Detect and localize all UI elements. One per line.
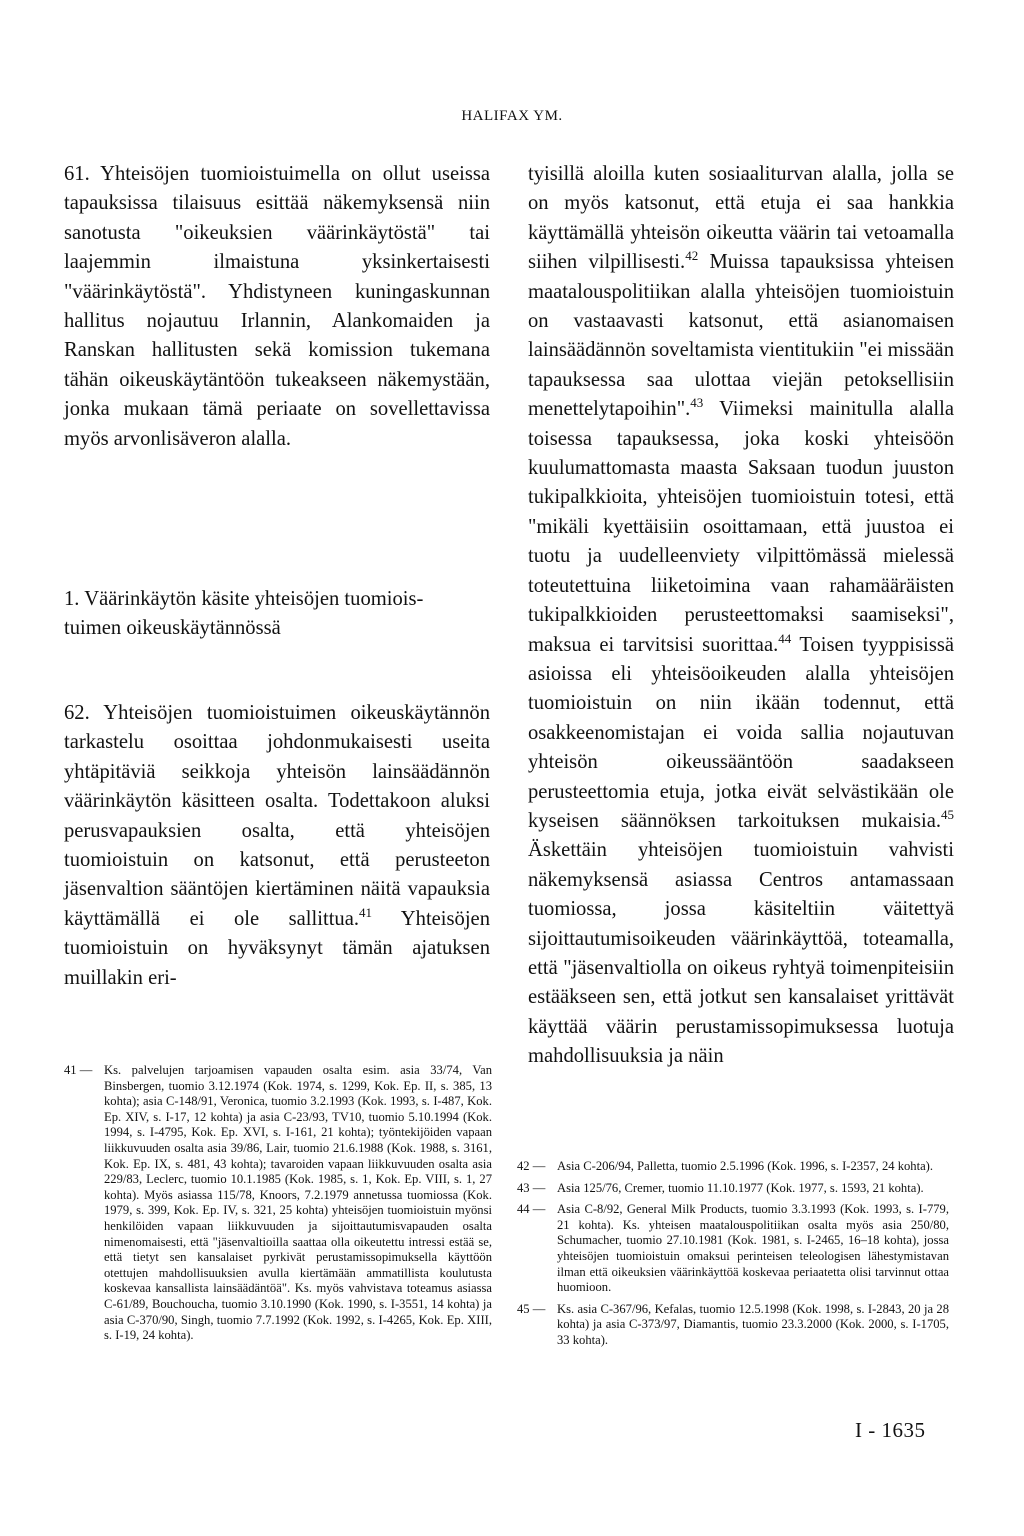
paragraph-62-text-after: Yhteisöjen tuomioistuin on hyväksynyt tämän ajatuksen muillakin eri-: [64, 907, 490, 989]
footnotes-left: [64, 1063, 492, 1350]
footnote-number: 44 —: [517, 1202, 546, 1217]
section-heading-line-2: tuimen oikeuskäytännössä: [64, 617, 281, 640]
right-column: [528, 160, 954, 1072]
paragraph-61: 61. Yhteisöjen tuomioistuimella on ollut useissa tapauksissa tilaisuus esittää näkemyksensä niin sanotusta "oikeuksien väärinkäytöstä" tai laajemmin ilmaistuna yksinkertaisesti "väärinkäytöstä". Yhdistyneen kuningaskunnan hallitus nojautuu Irlannin, Alankomaiden ja Ranskan hallitusten sekä komission tukemana tähän oikeuskäytäntöön tukeakseen näkemystään, jonka mukaan tämä periaate on sovellettavissa myös arvonlisäveron alalla.: [64, 163, 490, 450]
footnote-number: 42 —: [517, 1159, 546, 1173]
paragraph-62: [64, 699, 490, 993]
footnote-ref-41[interactable]: 41: [359, 904, 373, 920]
footnote-number: 41 —: [64, 1063, 93, 1077]
right-text-part-4: Toisen tyyppisissä asioissa eli yhteisöoikeuden alalla yhteisöjen tuomioistuin on niin ikään todennut, että osakkeenomistajan ei voida sallia nojautuvan yhteisön oikeussääntöön saadakseen perusteettomia etuja, jotka eivät selvästikään ole kyseisen säännöksen tarkoituksen mukaisia.: [528, 633, 954, 832]
footnote-41: [64, 1063, 492, 1344]
right-text-part-5: Äskettäin yhteisöjen tuomioistuin vahvisti näkemyksensä asiassa Centros antamassaan tuomiossa, jossa käsiteltiin väitettyä sijoittautumisoikeuden väärinkäyttöä, toteamalla, että "jäsenvaltiolla on oikeus ryhtyä toimenpiteisiin estääkseen sen, että jotkut sen kansalaiset yrittävät käyttää väärin perustamissopimuksessa luotuja mahdollisuuksia ja näin: [528, 839, 954, 1068]
right-text-part-3: Viimeksi mainitulla alalla toisessa tapauksessa, joka koski yhteisöön kuulumattomasta maasta Saksaan tuodun juuston tukipalkkioita, yhteisöjen tuomioistuin totesi, että "mikäli kyettäisiin osoittamaan, että juustoa ei tuotu ja uudelleenviety vilpittömässä mielessä toteutettuina liiketoimina vaan rahamääräisten tukipalkkioiden perusteettomaksi saamiseksi", maksua ei tarvitsisi suorittaa.: [528, 398, 954, 656]
footnotes-right: [517, 1159, 949, 1355]
footnote-45: [517, 1302, 949, 1349]
section-heading: [64, 585, 490, 699]
footnote-43: [517, 1181, 949, 1197]
right-text-part-1: tyisillä aloilla kuten sosiaaliturvan alalla, jolla se on myös katsonut, että etuja ei saa hankkia käyttämällä yhteisön oikeutta väärin tai vetoamalla siihen vilpillisesti.: [528, 163, 954, 274]
footnote-44: [517, 1202, 949, 1296]
paragraph-62-text: 62. Yhteisöjen tuomioistuimen oikeuskäytännön tarkastelu osoittaa johdonmukaisesti useita yhtäpitäviä seikkoja yhteisön lainsäädännön väärinkäytön käsitteen osalta. Todettakoon aluksi perusvapauksien osalta, että yhteisöjen tuomioistuin on katsonut, että perusteeton jäsenvaltion sääntöjen kiertäminen näitä vapauksia käyttämällä ei ole sallittua.: [64, 702, 490, 930]
footnote-text: Asia C-8/92, General Milk Products, tuomio 3.3.1993 (Kok. 1993, s. I-779, 21 kohta). Ks. yhteisen maatalouspolitiikan osalta myös asia 250/80, Schumacher, tuomio 27.10.1981 (Kok. 1981, s. I-2465, 16–18 kohta), jossa yhteisöjen tuomioistuin omaksui perinteisen teleologisen lähestymistavan ilman että oikeuksien väärinkäyttöä koskevaa periaatetta olisi tarvinnut ottaa huomioon.: [557, 1202, 949, 1295]
footnote-ref-42[interactable]: 42: [685, 248, 699, 264]
running-head: HALIFAX YM.: [461, 108, 563, 124]
footnote-number: 45 —: [517, 1301, 546, 1316]
footnote-text: Ks. asia C-367/96, Kefalas, tuomio 12.5.1998 (Kok. 1998, s. I-2843, 20 ja 28 kohta) ja asia C-373/97, Diamantis, tuomio 23.3.2000 (Kok. 2000, s. I-1705, 33 kohta).: [557, 1301, 949, 1347]
footnote-ref-45[interactable]: 45: [941, 807, 954, 823]
section-heading-line-1: 1. Väärinkäytön käsite yhteisöjen tuomiois-: [64, 588, 424, 610]
right-column-text: [528, 160, 954, 1072]
footnote-42: [517, 1159, 949, 1175]
footnote-ref-43[interactable]: 43: [690, 395, 704, 411]
page-number: I - 1635: [855, 1418, 926, 1442]
footnote-number: 43 —: [517, 1180, 546, 1195]
footnote-text: Ks. palvelujen tarjoamisen vapauden osalta esim. asia 33/74, Van Binsbergen, tuomio 3.12.1974 (Kok. 1974, s. 1299, Kok. Ep. II, s. 385, 13 kohta); asia C-148/91, Veronica, tuomio 3.2.1993 (Kok. 1993, s. I-487, Kok. Ep. XIV, s. I-17, 12 kohta) ja asia C-23/93, TV10, tuomio 5.10.1994 (Kok. 1994, s. I-4795, Kok. Ep. XVI, s. I-161, 21 kohta); työntekijöiden vapaan liikkuvuuden osalta asia 39/86, Lair, tuomio 21.6.1988 (Kok. 1988, s. 3161, Kok. Ep. IX, s. 481, 43 kohta); tavaroiden vapaan liikkuvuuden osalta asia 229/83, Leclerc, tuomio 10.1.1985 (Kok. 1985, s. 1, Kok. Ep. VIII, s. 1, 27 kohta). Myös asiassa 115/78, Knoors, 7.2.1979 annetussa tuomiossa (Kok. 1979, s. 399, Kok. Ep. IV, s. 321, 25 kohta) yhteisöjen tuomioistuin myönsi henkilöiden vapaan liikkuvuuden ja sijoittautumisvapauden osalta nimenomaisesti, että "jäsenvaltioilla saattaa olla oikeutettu intressi estää se, että tietyt sen kansalaiset pyrkivät perustamissopimuksella käyttöön otettujen mahdollisuuksien avulla kiertämään ammatillista koulutusta koskevaa kansallista lainsäädäntöä". Ks. myös vahvistava toteamus asiassa C-61/89, Bouchoucha, tuomio 3.10.1990 (Kok. 1990, s. I-3551, 14 kohta) ja asia C-370/90, Singh, tuomio 7.7.1992 (Kok. 1992, s. I-4265, Kok. Ep. XIII, s. I-19, 24 kohta).: [104, 1063, 492, 1343]
footnote-ref-44[interactable]: 44: [778, 630, 792, 646]
right-text-part-2: Muissa tapauksissa yhteisen maatalouspolitiikan alalla yhteisöjen tuomioistuin on vastaavasti katsonut, että asianomaisen lainsäädännön soveltamista vientitukiin "ei missään tapauksessa saa ulottaa viejän petoksellisiin menettelytapoihin".: [528, 251, 955, 421]
left-column: [64, 160, 490, 993]
footnote-text: Asia C-206/94, Palletta, tuomio 2.5.1996 (Kok. 1996, s. I-2357, 24 kohta).: [557, 1159, 934, 1173]
footnote-text: Asia 125/76, Cremer, tuomio 11.10.1977 (Kok. 1977, s. 1593, 21 kohta).: [557, 1180, 924, 1195]
